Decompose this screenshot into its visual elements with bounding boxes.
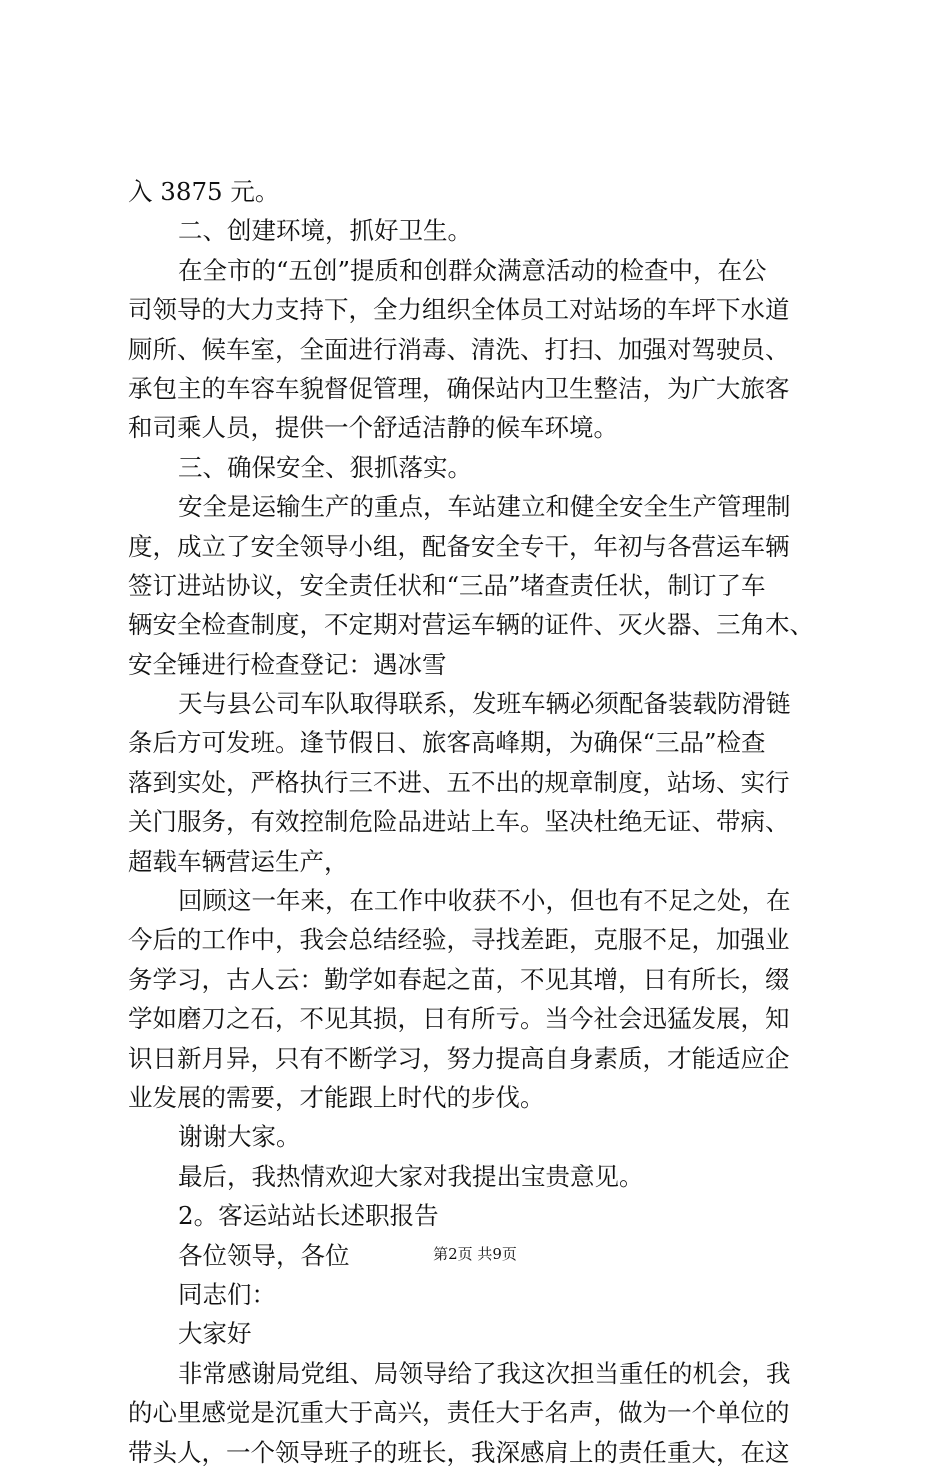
text-line: 安全锤进行检查登记：遇冰雪 — [128, 649, 447, 679]
text-line: 天与县公司车队取得联系，发班车辆必须配备装载防滑链 — [178, 689, 791, 719]
text-line: 条后方可发班。逢节假日、旅客高峰期，为确保“三品”检查 — [128, 728, 766, 758]
text-line: 谢谢大家。 — [178, 1122, 301, 1152]
text-line: 回顾这一年来，在工作中收获不小，但也有不足之处，在 — [178, 886, 791, 916]
text-line: 安全是运输生产的重点，车站建立和健全安全生产管理制 — [178, 492, 791, 522]
text-line: 的心里感觉是沉重大于高兴，责任大于名声，做为一个单位的 — [128, 1398, 790, 1428]
document-body — [128, 172, 848, 1472]
text-line: 度，成立了安全领导小组，配备安全专干，年初与各营运车辆 — [128, 531, 790, 561]
text-line: 2。客运站站长述职报告 — [178, 1201, 439, 1231]
text-line: 和司乘人员，提供一个舒适洁静的候车环境。 — [128, 413, 618, 443]
text-line: 入 3875 元。 — [128, 177, 280, 206]
text-line: 承包主的车容车貌督促管理，确保站内卫生整洁，为广大旅客 — [128, 373, 790, 403]
text-line: 厕所、候车室，全面进行消毒、清洗、打扫、加强对驾驶员、 — [128, 334, 790, 364]
text-line: 业发展的需要，才能跟上时代的步伐。 — [128, 1082, 545, 1112]
text-line: 学如磨刀之石，不见其损，日有所亏。当今社会迅猛发展，知 — [128, 1004, 790, 1034]
text-line: 在全市的“五创”提质和创群众满意活动的检查中，在公 — [178, 255, 767, 285]
text-line: 识日新月异，只有不断学习，努力提高自身素质，才能适应企 — [128, 1043, 790, 1073]
text-line: 三、确保安全、狠抓落实。 — [178, 452, 472, 482]
text-line: 二、创建环境，抓好卫生。 — [178, 216, 472, 246]
text-line: 落到实处，严格执行三不进、五不出的规章制度，站场、实行 — [128, 767, 790, 797]
text-line: 签订进站协议，安全责任状和“三品”堵查责任状，制订了车 — [128, 570, 766, 600]
text-line: 超载车辆营运生产， — [128, 846, 349, 876]
text-line: 大家好 — [178, 1319, 252, 1349]
text-line: 辆安全检查制度，不定期对营运车辆的证件、灭火器、三角木、 — [128, 610, 814, 640]
text-line: 非常感谢局党组、局领导给了我这次担当重任的机会，我 — [178, 1358, 791, 1388]
text-line: 同志们： — [178, 1279, 276, 1309]
text-line: 今后的工作中，我会总结经验，寻找差距，克服不足，加强业 — [128, 925, 790, 955]
text-line: 司领导的大力支持下，全力组织全体员工对站场的车坪下水道 — [128, 295, 790, 325]
text-line: 最后，我热情欢迎大家对我提出宝贵意见。 — [178, 1161, 644, 1191]
text-line: 关门服务，有效控制危险品进站上车。坚决杜绝无证、带病、 — [128, 807, 790, 837]
text-line: 各位领导，各位 — [178, 1240, 350, 1270]
text-line: 带头人，一个领导班子的班长，我深感肩上的责任重大，在这 — [128, 1437, 790, 1467]
page-footer: 第2页 共9页 — [433, 1245, 517, 1263]
text-line: 务学习，古人云：勤学如春起之苗，不见其增，日有所长，缀 — [128, 964, 790, 994]
